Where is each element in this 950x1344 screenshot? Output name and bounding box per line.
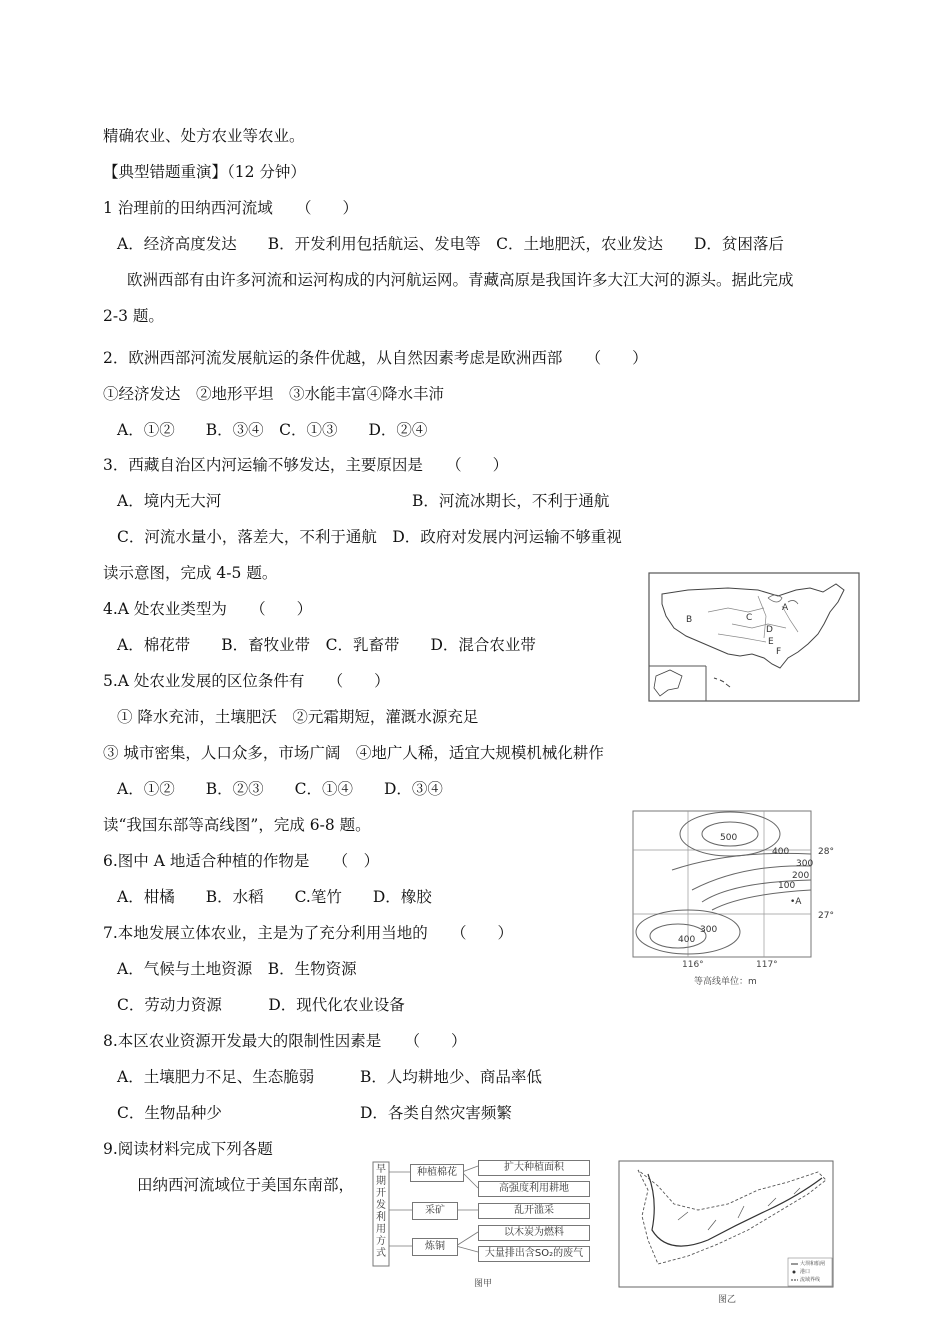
- question-7: 7.本地发展立体农业，主是为了充分利用当地的 （ ）: [103, 924, 514, 942]
- question-5-options: A．①② B．②③ C．①④ D．③④: [117, 780, 443, 798]
- instruction-4-5: 读示意图，完成 4-5 题。: [103, 564, 278, 582]
- latitude-28: 28°: [818, 847, 834, 857]
- question-1-options: A．经济高度发达 B．开发利用包括航运、发电等 C．土地肥沃，农业发达 D．贫困落后: [117, 235, 784, 253]
- longitude-117: 117°: [756, 960, 778, 970]
- flow-node-copper: 炼铜: [412, 1238, 458, 1256]
- question-7-options-ab: A．气候与土地资源 B．生物资源: [117, 960, 357, 978]
- section-heading: 【典型错题重演】（12 分钟）: [103, 163, 306, 181]
- contour-label-500: 500: [720, 833, 738, 843]
- contour-label-300-b: 300: [700, 925, 718, 935]
- question-4-options: A．棉花带 B．畜牧业带 C．乳畜带 D．混合农业带: [117, 636, 536, 654]
- text-line: 精确农业、处方农业等农业。: [103, 127, 305, 145]
- contour-label-200: 200: [792, 871, 810, 881]
- question-6-options: A．柑橘 B．水稻 C.笔竹 D．橡胶: [117, 888, 432, 906]
- map-label-c: C: [746, 613, 753, 623]
- question-3-options-cd: C．河流水量小，落差大，不利于通航 D．政府对发展内河运输不够重视: [117, 528, 622, 546]
- tennessee-basin-map: [618, 1160, 834, 1288]
- basin-legend-dam: 大坝和船闸: [800, 1261, 826, 1267]
- question-3-option-b: B．河流冰期长，不利于通航: [412, 492, 610, 510]
- flowchart-caption: 图甲: [474, 1279, 493, 1289]
- question-6: 6.图中 A 地适合种植的作物是 （ ）: [103, 852, 380, 870]
- basin-legend-boundary: 流域界线: [800, 1277, 821, 1283]
- flow-result-mining: 乱开滥采: [478, 1203, 590, 1219]
- contour-label-100: 100: [778, 881, 796, 891]
- map-label-d: D: [766, 625, 773, 635]
- question-5-items-1: ① 降水充沛，土壤肥沃 ②元霜期短，灌溉水源充足: [117, 708, 479, 726]
- us-agriculture-map: [648, 572, 860, 702]
- instruction-6-8: 读“我国东部等高线图”，完成 6-8 题。: [103, 816, 371, 834]
- question-2-items: ①经济发达 ②地形平坦 ③水能丰富④降水丰沛: [103, 385, 445, 403]
- flow-node-cotton: 种植棉花: [410, 1164, 464, 1182]
- question-3: 3．西藏自治区内河运输不够发达，主要原因是 （ ）: [103, 456, 509, 474]
- contour-unit-caption: 等高线单位：m: [694, 977, 757, 987]
- question-8: 8.本区农业资源开发最大的限制性因素是 （ ）: [103, 1032, 467, 1050]
- latitude-27: 27°: [818, 911, 834, 921]
- passage-2-3: 欧洲西部有由许多河流和运河构成的内河航运网。青藏高原是我国许多大江大河的源头。据此完成: [127, 271, 794, 289]
- question-8-option-b: B．人均耕地少、商品率低: [360, 1068, 542, 1086]
- question-1: 1 治理前的田纳西河流域 （ ）: [103, 199, 359, 217]
- question-4: 4.A 处农业类型为 （ ）: [103, 600, 313, 618]
- map-label-e: E: [768, 637, 774, 647]
- question-9-material: 田纳西河流域位于美国东南部，: [137, 1176, 355, 1194]
- question-8-option-d: D．各类自然灾害频繁: [360, 1104, 512, 1122]
- basinmap-caption: 图乙: [718, 1295, 737, 1305]
- contour-label-300: 300: [796, 859, 814, 869]
- point-a: •A: [790, 897, 802, 907]
- question-3-option-a: A．境内无大河: [117, 492, 222, 510]
- flow-result-so2: 大量排出含SO₂的废气: [478, 1246, 590, 1262]
- question-5: 5.A 处农业发展的区位条件有 （ ）: [103, 672, 390, 690]
- basin-legend-port: 港口: [800, 1269, 811, 1275]
- contour-map: [632, 810, 842, 960]
- question-9: 9.阅读材料完成下列各题: [103, 1140, 273, 1158]
- contour-label-400-b: 400: [678, 935, 696, 945]
- question-2-options: A．①② B．③④ C．①③ D．②④: [117, 421, 428, 439]
- question-7-options-cd: C．劳动力资源 D．现代化农业设备: [117, 996, 405, 1014]
- passage-2-3-cont: 2-3 题。: [103, 307, 164, 325]
- question-8-option-a: A．土壤肥力不足、生态脆弱: [117, 1068, 315, 1086]
- map-label-a: A: [782, 603, 789, 613]
- map-label-f: F: [776, 647, 782, 657]
- flow-result-intensive: 高强度利用耕地: [478, 1181, 590, 1197]
- contour-label-400: 400: [772, 847, 790, 857]
- flowchart-side-label: 早期开发利用方式: [374, 1164, 388, 1264]
- flowchart-figure: [372, 1160, 602, 1270]
- question-8-option-c: C．生物品种少: [117, 1104, 222, 1122]
- map-label-b: B: [686, 615, 693, 625]
- flow-node-mining: 采矿: [412, 1202, 458, 1220]
- question-2: 2．欧洲西部河流发展航运的条件优越，从自然因素考虑是欧洲西部 （ ）: [103, 349, 648, 367]
- flow-result-expand: 扩大种植面积: [478, 1160, 590, 1176]
- question-5-items-2: ③ 城市密集，人口众多，市场广阔 ④地广人稀，适宜大规模机械化耕作: [103, 744, 604, 762]
- longitude-116: 116°: [682, 960, 704, 970]
- flow-result-charcoal: 以木炭为燃料: [478, 1225, 590, 1241]
